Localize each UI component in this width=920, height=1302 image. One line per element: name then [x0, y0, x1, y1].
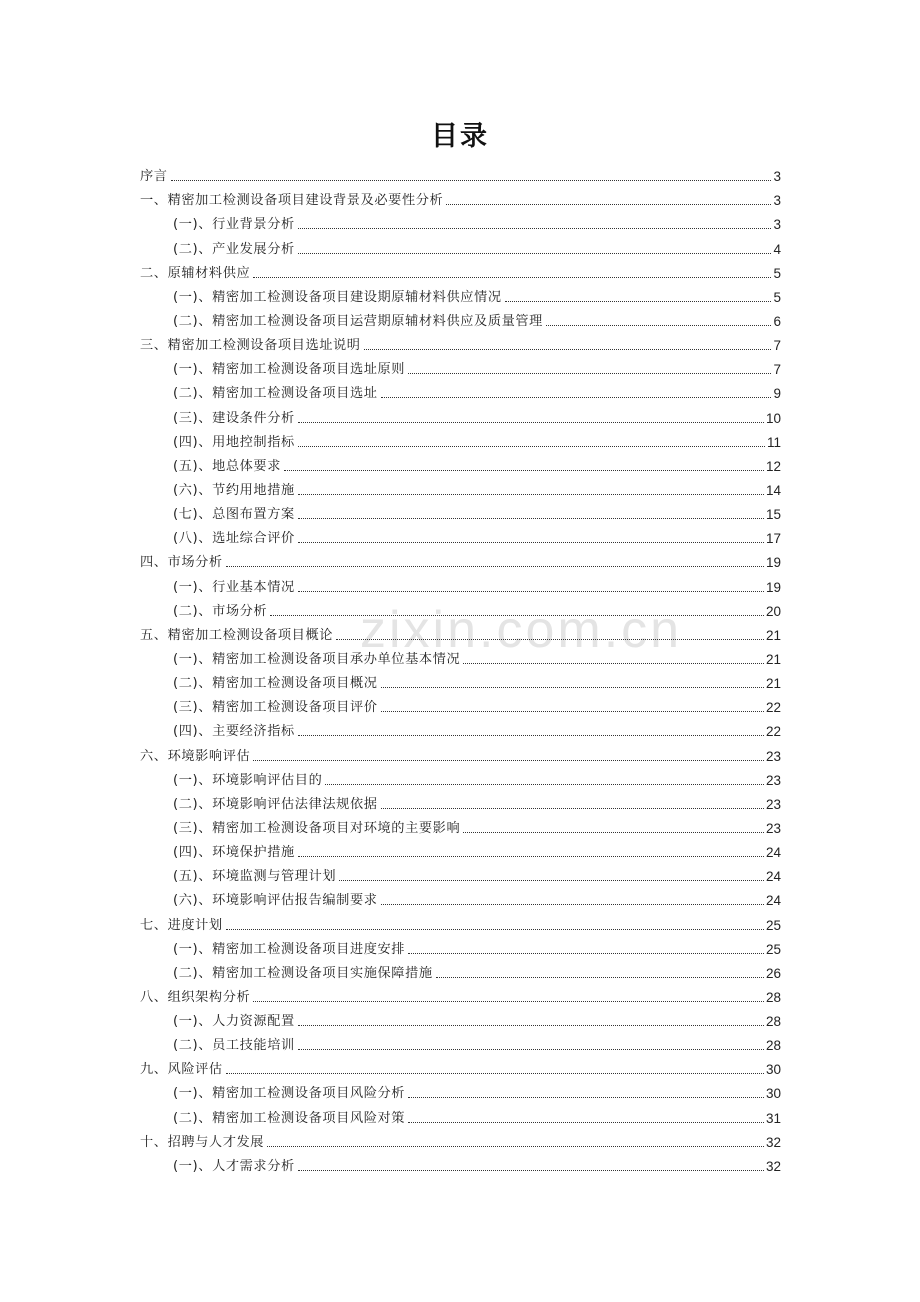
toc-entry-label: (三)、精密加工检测设备项目评价: [173, 700, 378, 716]
dot-leader: [298, 1025, 764, 1026]
dot-leader: [284, 470, 764, 471]
toc-entry[interactable]: [140, 547, 781, 571]
dot-leader: [546, 325, 772, 326]
toc-page-number: 21: [765, 627, 781, 643]
toc-entry-label: 四、市场分析: [140, 555, 223, 571]
toc-page-number: 5: [773, 289, 781, 305]
toc-page-number: 32: [765, 1134, 781, 1150]
toc-subentry[interactable]: [140, 789, 781, 813]
toc-subentry[interactable]: [140, 596, 781, 620]
toc-entry-label: (二)、精密加工检测设备项目风险对策: [173, 1110, 406, 1126]
toc-subentry[interactable]: [140, 885, 781, 909]
toc-page-number: 7: [773, 338, 781, 354]
toc-subentry[interactable]: [140, 499, 781, 523]
toc-entry[interactable]: [140, 982, 781, 1006]
dot-leader: [298, 1049, 764, 1050]
toc-entry-label: 十、招聘与人才发展: [140, 1134, 265, 1150]
toc-subentry[interactable]: [140, 523, 781, 547]
toc-entry-label: (四)、用地控制指标: [173, 434, 295, 450]
toc-entry-label: (四)、环境保护措施: [173, 845, 295, 861]
toc-page-number: 4: [773, 241, 781, 257]
dot-leader: [270, 615, 764, 616]
toc-entry-label: 六、环境影响评估: [140, 748, 251, 764]
toc-subentry[interactable]: [140, 282, 781, 306]
toc-page-number: 3: [773, 193, 781, 209]
toc-entry-label: (二)、市场分析: [173, 603, 268, 619]
table-of-contents: [140, 161, 781, 1175]
dot-leader: [381, 687, 764, 688]
toc-page-number: 19: [765, 579, 781, 595]
toc-entry-label: (二)、精密加工检测设备项目选址: [173, 386, 378, 402]
dot-leader: [408, 1122, 764, 1123]
toc-subentry[interactable]: [140, 644, 781, 668]
toc-entry[interactable]: [140, 620, 781, 644]
dot-leader: [381, 808, 764, 809]
toc-page-number: 15: [765, 507, 781, 523]
toc-entry-label: (一)、精密加工检测设备项目选址原则: [173, 362, 406, 378]
dot-leader: [364, 349, 772, 350]
toc-subentry[interactable]: [140, 354, 781, 378]
toc-page-number: 21: [765, 676, 781, 692]
dot-leader: [226, 1073, 764, 1074]
toc-page-number: 32: [765, 1158, 781, 1174]
toc-subentry[interactable]: [140, 427, 781, 451]
dot-leader: [171, 180, 772, 181]
toc-entry[interactable]: [140, 909, 781, 933]
toc-page-number: 20: [765, 603, 781, 619]
toc-subentry[interactable]: [140, 402, 781, 426]
toc-entry-label: 八、组织架构分析: [140, 989, 251, 1005]
toc-page-number: 11: [766, 434, 781, 450]
toc-entry-label: (一)、精密加工检测设备项目进度安排: [173, 941, 406, 957]
toc-subentry[interactable]: [140, 765, 781, 789]
toc-page-number: 3: [773, 217, 781, 233]
dot-leader: [463, 832, 764, 833]
dot-leader: [298, 253, 772, 254]
toc-page-number: 22: [765, 724, 781, 740]
toc-entry-label: 序言: [140, 169, 168, 185]
dot-leader: [446, 204, 771, 205]
toc-subentry[interactable]: [140, 571, 781, 595]
toc-entry-label: (八)、选址综合评价: [173, 531, 295, 547]
toc-page-number: 28: [765, 1014, 781, 1030]
toc-subentry[interactable]: [140, 837, 781, 861]
toc-page-number: 25: [765, 941, 781, 957]
toc-page-number: 23: [765, 748, 781, 764]
toc-subentry[interactable]: [140, 668, 781, 692]
toc-subentry[interactable]: [140, 716, 781, 740]
dot-leader: [298, 542, 764, 543]
toc-entry-label: (二)、精密加工检测设备项目运营期原辅材料供应及质量管理: [173, 313, 543, 329]
dot-leader: [267, 1146, 764, 1147]
toc-entry-label: (二)、环境影响评估法律法规依据: [173, 796, 378, 812]
toc-subentry[interactable]: [140, 1006, 781, 1030]
toc-subentry[interactable]: [140, 692, 781, 716]
toc-subentry[interactable]: [140, 475, 781, 499]
toc-page-number: 5: [773, 265, 781, 281]
toc-page-number: 10: [765, 410, 781, 426]
dot-leader: [298, 446, 765, 447]
toc-entry-label: (一)、人才需求分析: [173, 1158, 295, 1174]
toc-entry-label: 二、原辅材料供应: [140, 265, 251, 281]
toc-entry-label: (三)、精密加工检测设备项目对环境的主要影响: [173, 820, 461, 836]
toc-subentry[interactable]: [140, 861, 781, 885]
toc-page-number: 30: [765, 1086, 781, 1102]
toc-subentry[interactable]: [140, 958, 781, 982]
toc-entry-label: (一)、精密加工检测设备项目风险分析: [173, 1086, 406, 1102]
toc-page-number: 26: [765, 965, 781, 981]
toc-entry-label: (一)、精密加工检测设备项目建设期原辅材料供应情况: [173, 289, 502, 305]
toc-page-number: 21: [765, 651, 781, 667]
toc-subentry[interactable]: [140, 306, 781, 330]
toc-entry-label: (六)、环境影响评估报告编制要求: [173, 893, 378, 909]
dot-leader: [436, 977, 764, 978]
dot-leader: [298, 422, 764, 423]
watermark: zixin.com.cn: [360, 601, 683, 659]
dot-leader: [298, 518, 764, 519]
toc-page-number: 30: [765, 1062, 781, 1078]
dot-leader: [298, 494, 764, 495]
toc-page-number: 22: [765, 700, 781, 716]
toc-entry-label: (一)、行业基本情况: [173, 579, 295, 595]
dot-leader: [505, 301, 772, 302]
toc-page-number: 6: [773, 313, 781, 329]
toc-entry-label: (二)、产业发展分析: [173, 241, 295, 257]
toc-entry-label: 九、风险评估: [140, 1062, 223, 1078]
toc-entry-label: (四)、主要经济指标: [173, 724, 295, 740]
toc-subentry[interactable]: [140, 934, 781, 958]
toc-subentry[interactable]: [140, 233, 781, 257]
toc-page-number: 14: [765, 482, 781, 498]
toc-subentry[interactable]: [140, 1151, 781, 1175]
toc-entry[interactable]: [140, 330, 781, 354]
toc-entry-label: (六)、节约用地措施: [173, 482, 295, 498]
toc-page-number: 25: [765, 917, 781, 933]
toc-entry-label: (一)、精密加工检测设备项目承办单位基本情况: [173, 651, 461, 667]
toc-page-number: 31: [765, 1110, 781, 1126]
toc-page-number: 24: [765, 869, 781, 885]
toc-page-number: 24: [765, 893, 781, 909]
dot-leader: [463, 663, 764, 664]
toc-entry-label: (一)、环境影响评估目的: [173, 772, 323, 788]
dot-leader: [226, 929, 764, 930]
dot-leader: [298, 735, 764, 736]
toc-page-number: 17: [765, 531, 781, 547]
toc-entry[interactable]: [140, 740, 781, 764]
toc-entry-label: (三)、建设条件分析: [173, 410, 295, 426]
dot-leader: [253, 760, 764, 761]
toc-page-number: 23: [765, 772, 781, 788]
toc-page-number: 12: [765, 458, 781, 474]
toc-page-number: 7: [773, 362, 781, 378]
toc-subentry[interactable]: [140, 378, 781, 402]
toc-subentry[interactable]: [140, 209, 781, 233]
toc-subentry[interactable]: [140, 1030, 781, 1054]
dot-leader: [381, 711, 764, 712]
page-title: 目录: [431, 121, 489, 152]
toc-subentry[interactable]: [140, 1078, 781, 1102]
toc-entry[interactable]: [140, 185, 781, 209]
toc-page-number: 23: [765, 820, 781, 836]
toc-entry[interactable]: [140, 1127, 781, 1151]
toc-page-number: 23: [765, 796, 781, 812]
dot-leader: [298, 856, 764, 857]
toc-entry-label: 三、精密加工检测设备项目选址说明: [140, 338, 361, 354]
toc-entry-label: 一、精密加工检测设备项目建设背景及必要性分析: [140, 193, 444, 209]
toc-entry[interactable]: [140, 161, 781, 185]
dot-leader: [408, 953, 764, 954]
toc-entry-label: (二)、员工技能培训: [173, 1038, 295, 1054]
toc-subentry[interactable]: [140, 1102, 781, 1126]
dot-leader: [325, 784, 764, 785]
dot-leader: [408, 1097, 764, 1098]
toc-entry-label: 五、精密加工检测设备项目概论: [140, 627, 334, 643]
dot-leader: [381, 904, 764, 905]
toc-page-number: 3: [773, 169, 781, 185]
dot-leader: [336, 639, 764, 640]
toc-page-number: 19: [765, 555, 781, 571]
dot-leader: [408, 373, 771, 374]
dot-leader: [298, 1170, 764, 1171]
dot-leader: [381, 397, 772, 398]
dot-leader: [298, 228, 772, 229]
toc-entry-label: (七)、总图布置方案: [173, 507, 295, 523]
toc-page-number: 28: [765, 1038, 781, 1054]
toc-page-number: 9: [773, 386, 781, 402]
dot-leader: [253, 1001, 764, 1002]
toc-entry-label: 七、进度计划: [140, 917, 223, 933]
dot-leader: [339, 880, 764, 881]
toc-subentry[interactable]: [140, 813, 781, 837]
toc-entry[interactable]: [140, 1054, 781, 1078]
dot-leader: [226, 566, 764, 567]
toc-entry-label: (一)、人力资源配置: [173, 1014, 295, 1030]
toc-entry-label: (五)、地总体要求: [173, 458, 282, 474]
toc-entry-label: (二)、精密加工检测设备项目概况: [173, 676, 378, 692]
dot-leader: [253, 277, 771, 278]
toc-entry[interactable]: [140, 258, 781, 282]
toc-subentry[interactable]: [140, 451, 781, 475]
toc-entry-label: (五)、环境监测与管理计划: [173, 869, 337, 885]
toc-page-number: 24: [765, 845, 781, 861]
toc-entry-label: (二)、精密加工检测设备项目实施保障措施: [173, 965, 433, 981]
toc-page-number: 28: [765, 989, 781, 1005]
toc-entry-label: (一)、行业背景分析: [173, 217, 295, 233]
dot-leader: [298, 591, 764, 592]
